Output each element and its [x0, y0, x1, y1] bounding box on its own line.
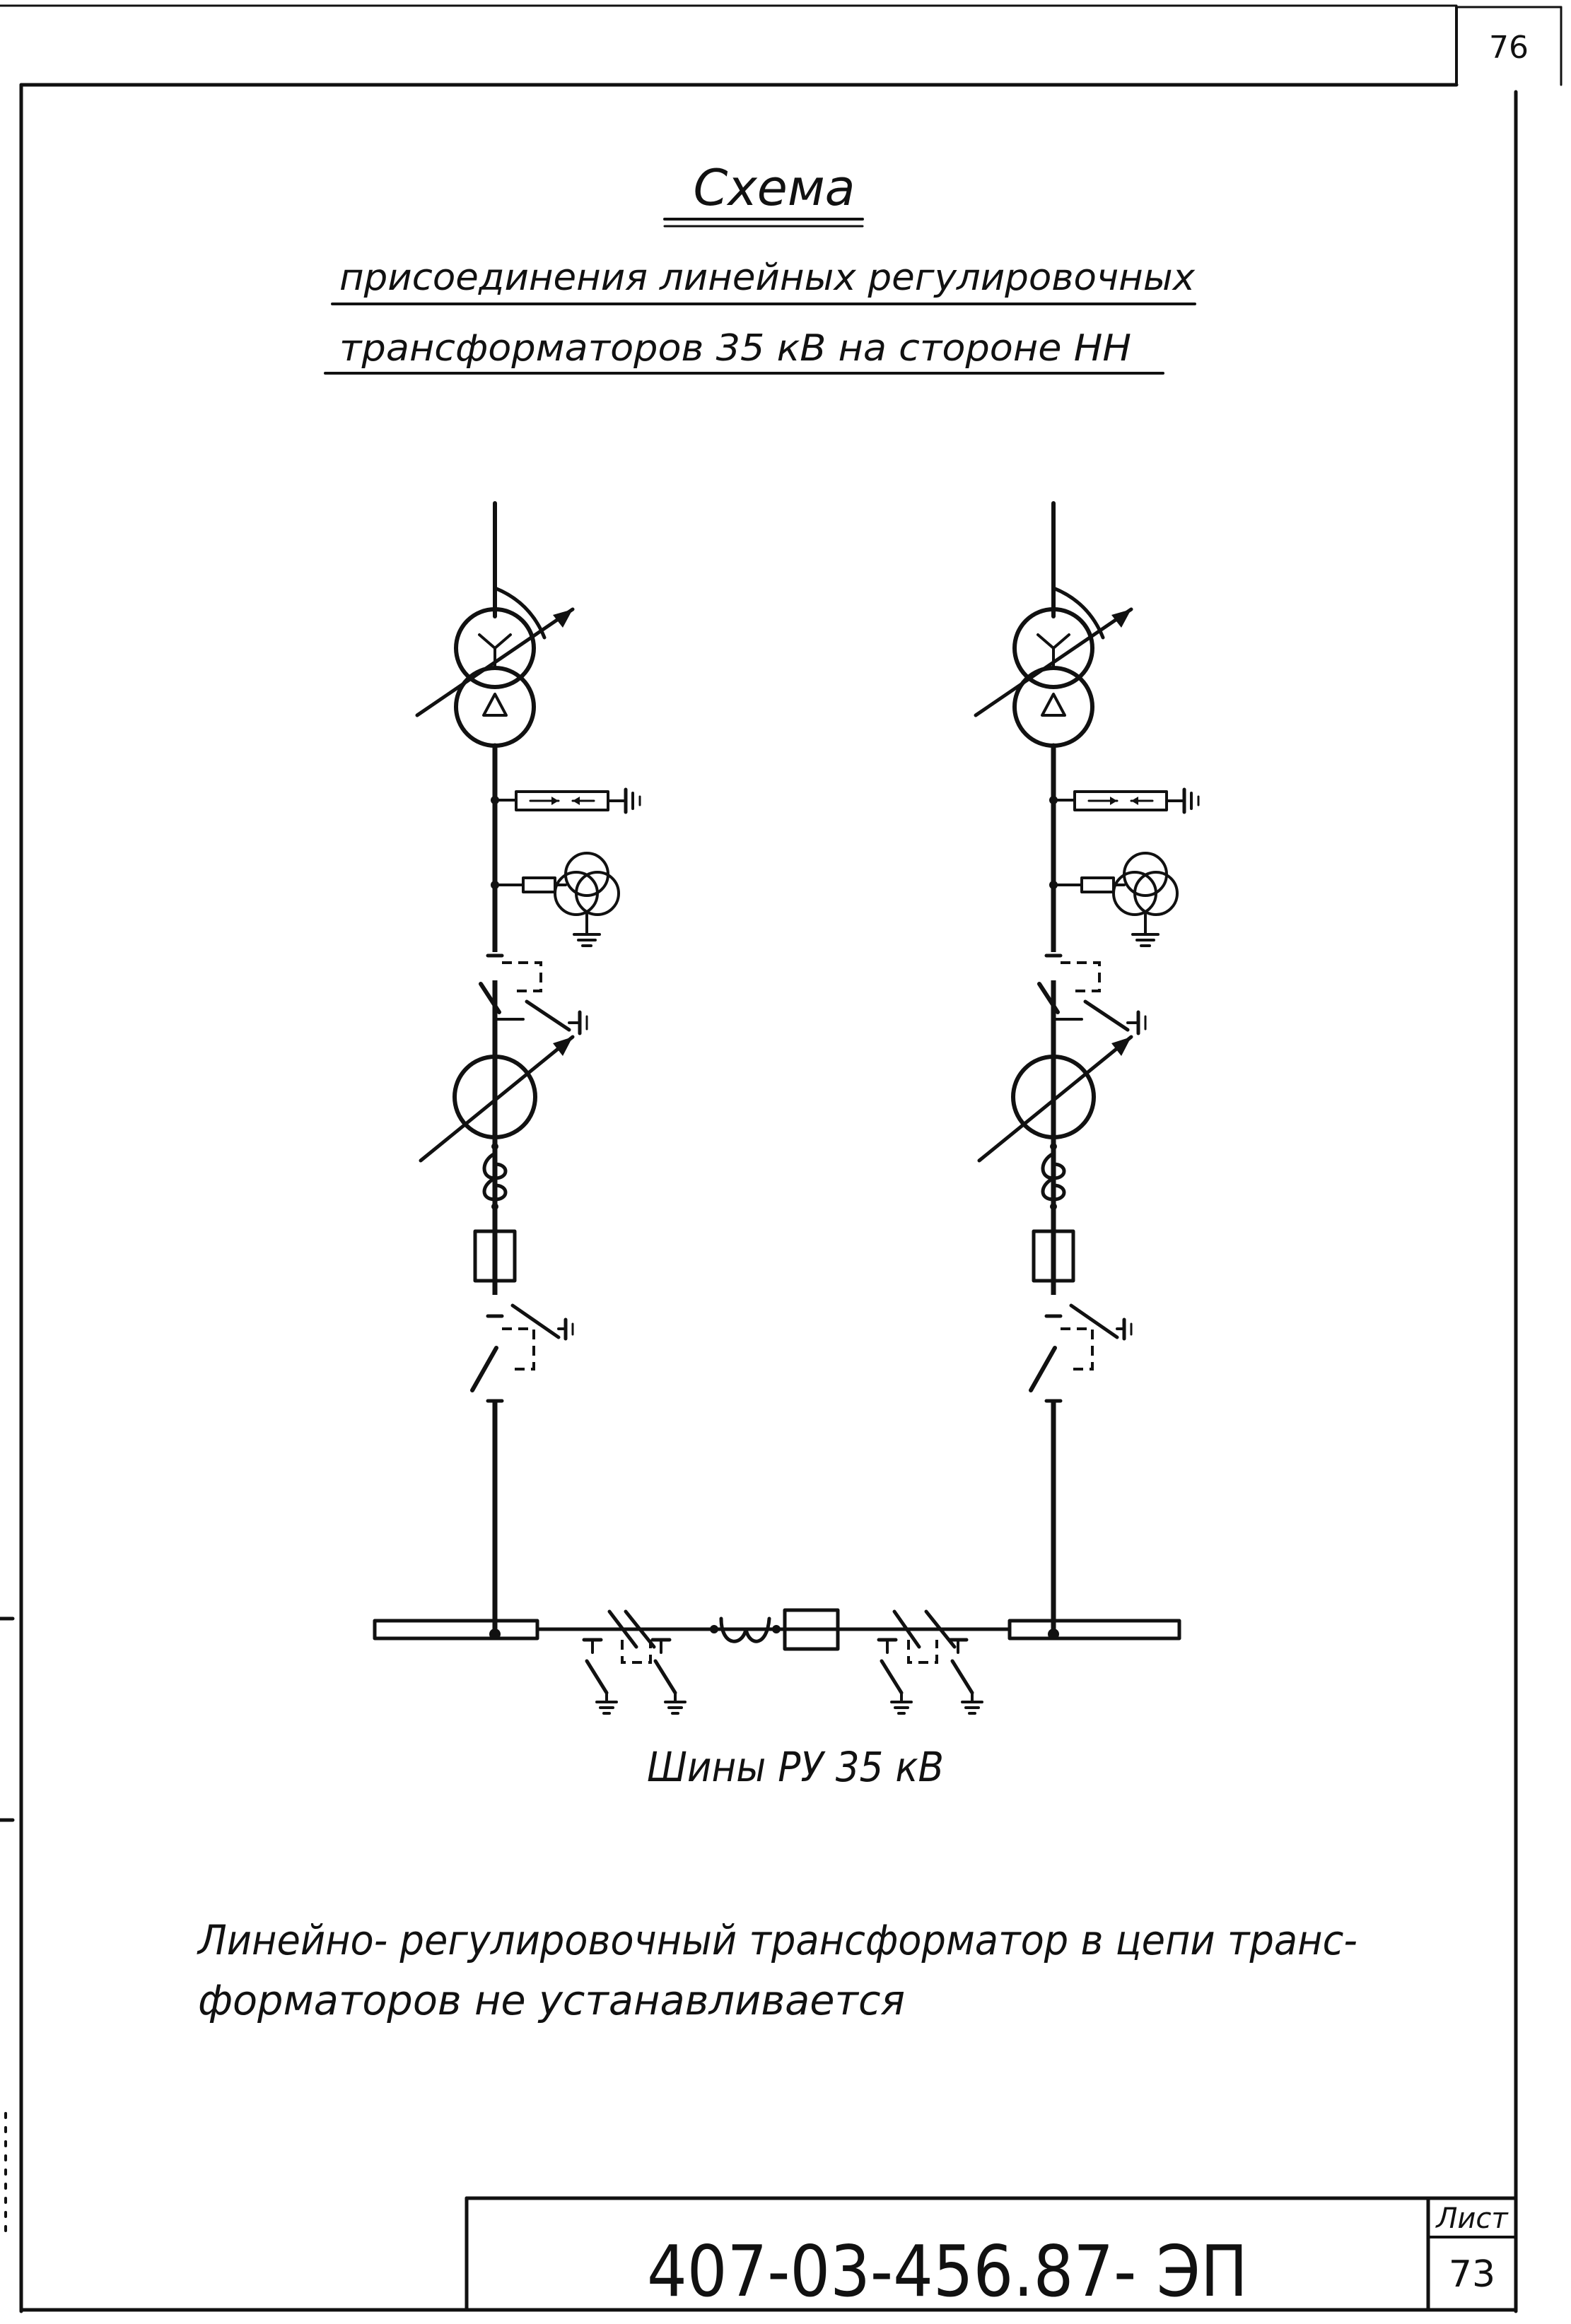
title-block	[325, 159, 1196, 373]
note-line-2: форматоров не устанавливается	[198, 1976, 905, 2024]
page-number: 76	[1489, 30, 1529, 66]
note-line-1: Линейно- регулировочный трансформатор в цепи транс-	[197, 1916, 1357, 1964]
sheet-number: 73	[1448, 2253, 1496, 2296]
title-line-2: трансформаторов 35 кВ на стороне НН	[339, 327, 1131, 370]
sheet-label: Лист	[1436, 2202, 1508, 2235]
document-code: 407-03-456.87- ЭП	[647, 2230, 1248, 2313]
title-heading: Схема	[693, 159, 855, 217]
title-line-1: присоединения линейных регулировочных	[339, 257, 1196, 299]
feeder-right	[976, 503, 1198, 1640]
busbar-label: Шины РУ 35 кВ	[647, 1743, 944, 1791]
feeder-left	[417, 503, 640, 1640]
